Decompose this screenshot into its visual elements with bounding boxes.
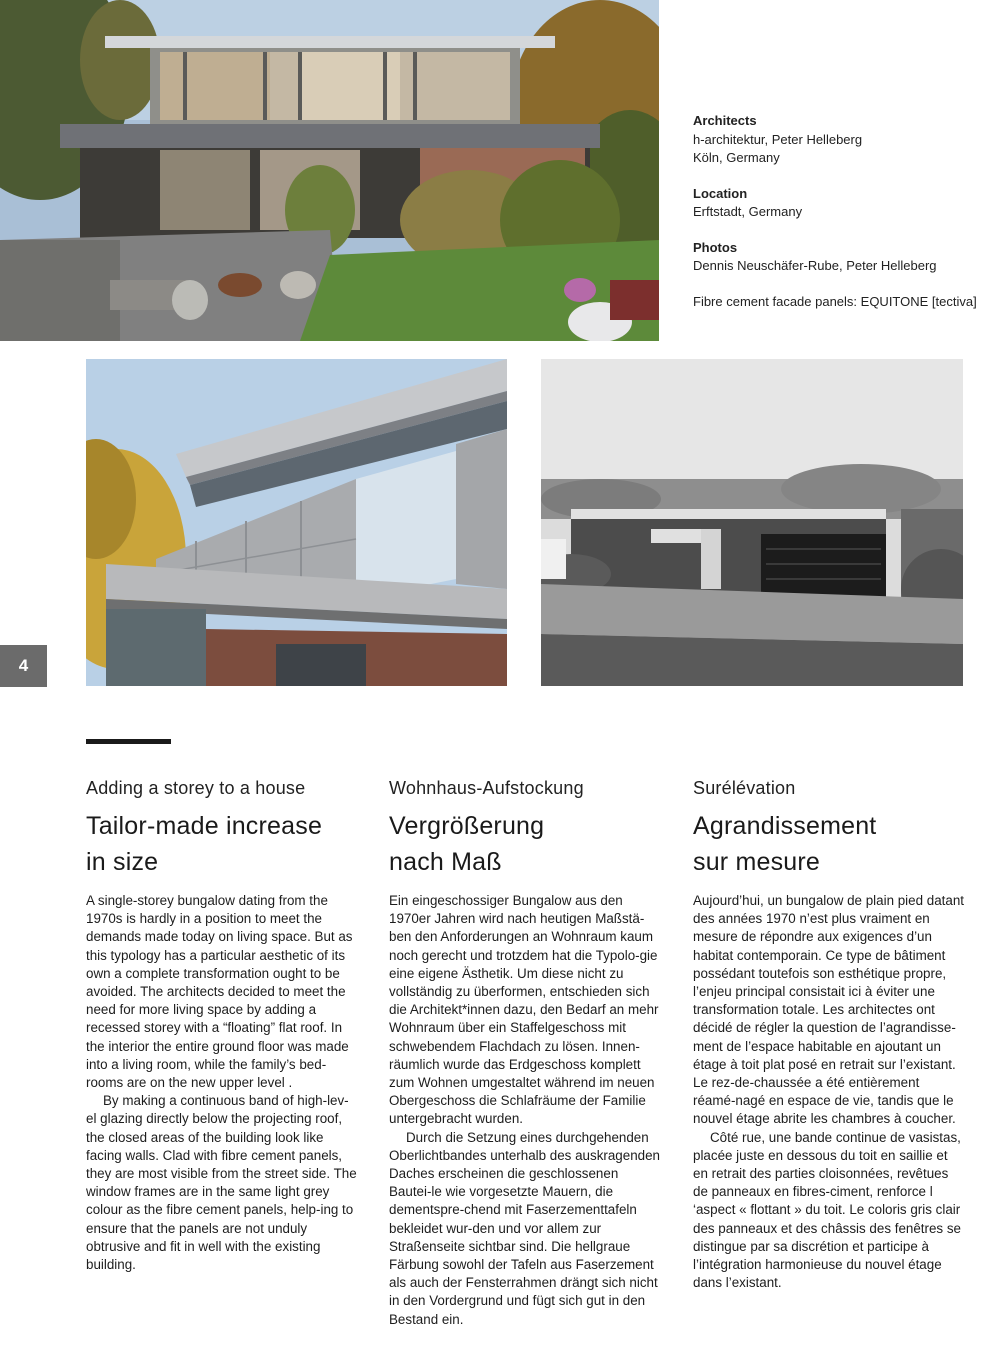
article-column-german — [389, 776, 661, 1329]
hero-photo-house-garden — [0, 0, 659, 341]
kicker-french: Surélévation — [693, 778, 796, 798]
photos-value: Dennis Neuschäfer-Rube, Peter Helleberg — [693, 258, 937, 273]
architects-name: h-architektur, Peter Helleberg — [693, 131, 863, 147]
section-divider — [86, 739, 171, 744]
credits-photos — [693, 239, 993, 276]
body-french-paragraph2: Côté rue, une bande continue de vasistas, placée juste en dessous du toit en saillie et en retrait des parties cloisonnées, revêtues de panneaux en fibres-ciment, renforce l ‘aspect « flottant » du toit. Le coloris gris clair des panneaux et des châssis des fenêtres se distingue par sa discrétion et participe à l’intégration harmonieuse du nouvel étage dans l’existant. — [693, 1129, 961, 1291]
kicker-english: Adding a storey to a house — [86, 778, 306, 798]
kicker-german: Wohnhaus-Aufstockung — [389, 778, 584, 798]
body-german-paragraph1: Ein eingeschossiger Bungalow aus den 1970er Jahren wird nach heutigen Maßstä-ben den Anforderungen an Wohnraum kaum noch gerecht und trotzdem hat die Typolo-gie eine eigene Ästhetik. Um diese nicht zu vollständig zu überformen, entschieden sich die Architekt*innen dazu, den Bedarf an mehr Wohnraum über ein Staffelgeschoss mit schwebendem Flachdach zu lösen. Innen-räumlich wurde das Erdgeschoss komplett zum Wohnen umgestaltet während im neuen Obergeschoss die Schlafräume der Familie untergebracht wurden. — [389, 893, 659, 1127]
project-credits — [693, 112, 993, 311]
body-french — [693, 892, 965, 1292]
body-english-paragraph2: By making a continuous band of high-lev-el glazing directly below the projecting roof, the closed areas of the building look like facing walls. Clad with fibre cement panels, they are most visible from the street side. The window frames are in the same light grey colour as the fibre cement panels, help-ing to ensure that the panels are not unduly obtrusive and fit in well with the existing building. — [86, 1093, 357, 1273]
facade-detail-photo — [86, 359, 507, 686]
body-german — [389, 892, 661, 1329]
title-german — [389, 808, 661, 880]
photos-label: Photos — [693, 239, 738, 255]
body-german-paragraph2: Durch die Setzung eines durchgehenden Oberlichtbandes unterhalb des auskragenden Daches erscheinen die geschlossenen Bautei-le wie vorgesetzte Mauern, die dementspre-chend mit Faserzementtafeln bekleidet wur-den und vor allem zur Straßenseite sichtbar sind. Die hellgraue Färbung sowohl der Tafeln aus Faserzement als auch der Fensterrahmen drängt sich nicht in den Vordergrund und fügt sich gut in den Bestand ein. — [389, 1129, 660, 1327]
bungalow-before-photo — [541, 359, 963, 686]
credits-architects — [693, 112, 993, 168]
title-french-line2: sur mesure — [693, 848, 821, 876]
architects-city: Köln, Germany — [693, 150, 780, 165]
architects-label: Architects — [693, 113, 757, 128]
article-column-french — [693, 776, 965, 1292]
location-label: Location — [693, 185, 748, 201]
body-english-paragraph1: A single-storey bungalow dating from the 1970s is hardly in a position to meet the demands made today on living space. But as this typology has a particular aesthetic of its own a complete transformation ought to be avoided. The architects decided to meet the need for more living space by adding a recessed storey with a “floating” flat roof. In the interior the entire ground floor was made into a living room, while the family’s bed-rooms are on the new upper level . — [86, 893, 353, 1091]
material-note: Fibre cement facade panels: EQUITONE [tectiva] — [693, 293, 977, 309]
title-german-line1: Vergrößerung — [389, 812, 545, 840]
article-column-english — [86, 776, 358, 1274]
credits-location — [693, 185, 993, 222]
title-french-line1: Agrandissement — [693, 812, 877, 840]
title-french — [693, 808, 965, 880]
location-value: Erftstadt, Germany — [693, 204, 803, 219]
body-french-paragraph1: Aujourd’hui, un bungalow de plain pied datant des années 1970 n’est plus vraiment en mesure de répondre aux exigences d’un habitat contemporain. Ce type de bâtiment possédant toutefois son esthétique propre, l’enjeu principal consistait ici à éviter une transformation totale. Les architectes ont décidé de régler la question de l’agrandisse-ment de l’espace habitable en ajoutant un étage à toit plat posé en retrait sur l’existant. Le rez-de-chaussée a été entièrement réamé-nagé en espace de vie, tandis que le nouvel étage abrite les chambres à coucher. — [693, 893, 964, 1127]
title-english — [86, 808, 358, 880]
title-english-line1: Tailor-made increase — [86, 812, 323, 840]
title-german-line2: nach Maß — [389, 848, 502, 876]
title-english-line2: in size — [86, 848, 159, 876]
body-english — [86, 892, 358, 1274]
page-number: 4 — [0, 645, 47, 687]
